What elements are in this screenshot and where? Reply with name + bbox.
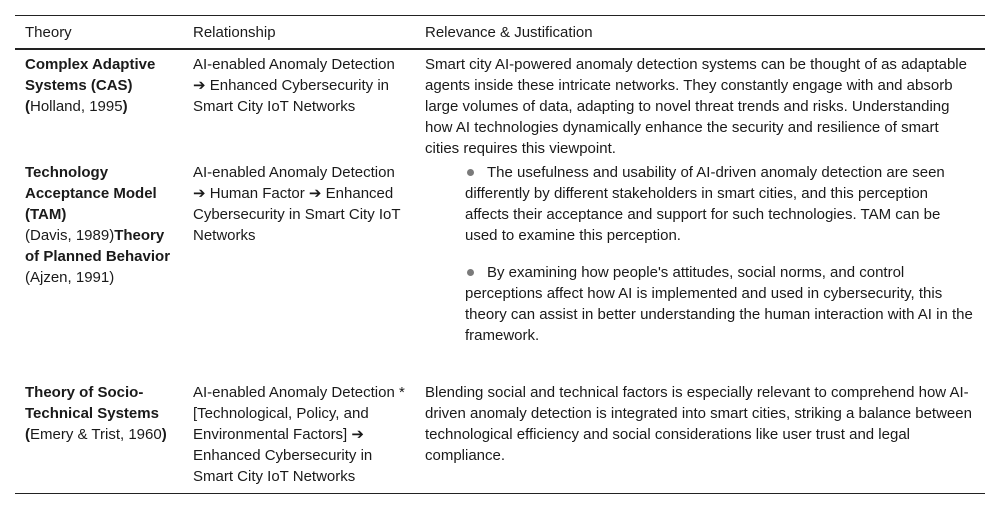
relevance-cell bbox=[415, 159, 985, 379]
theory-name: Complex Adaptive Systems (CAS) bbox=[25, 56, 156, 94]
bullet-icon bbox=[467, 269, 474, 276]
relevance-cell: Smart city AI-powered anomaly detection systems can be thought of as adaptable agents inside these intricate networks. They constantly engage with and absorb large volumes of data, adapting to novel threat trends and risks. Understanding how AI technologies dynamically enhance the security and resilience of smart cities requires this viewpoint. bbox=[425, 56, 967, 157]
theory-cell bbox=[15, 49, 183, 159]
list-item bbox=[425, 162, 975, 246]
theory-cell bbox=[15, 159, 183, 379]
table-row bbox=[15, 49, 985, 159]
table-row bbox=[15, 159, 985, 379]
relationship-cell: AI-enabled Anomaly Detection ➔ Enhanced Cybersecurity in Smart City IoT Networks bbox=[193, 56, 395, 115]
theory-name: Theory of Socio-Technical Systems ( bbox=[25, 384, 159, 443]
header-relevance: Relevance & Justification bbox=[425, 24, 593, 41]
theory-citation: Emery & Trist, 1960 bbox=[30, 426, 162, 443]
header-relationship: Relationship bbox=[193, 24, 276, 41]
bullet-text: The usefulness and usability of AI-driven anomaly detection are seen differently by different stakeholders in smart cities, and this perception affects their acceptance and support for such technologies. TAM can be used to examine this perception. bbox=[465, 164, 945, 244]
bullet-list bbox=[425, 162, 975, 346]
theory-name: Theory of Planned Behavior bbox=[25, 227, 171, 265]
close-paren: ) bbox=[122, 98, 128, 115]
theory-table-container bbox=[15, 15, 985, 494]
table-row bbox=[15, 379, 985, 494]
header-row bbox=[15, 16, 985, 50]
theory-citation: (Ajzen, 1991) bbox=[25, 269, 115, 286]
bullet-text: By examining how people's attitudes, social norms, and control perceptions affect how AI is implemented and used in cybersecurity, this theory can assist in better understanding the human interaction with AI in the framework. bbox=[465, 264, 973, 344]
relevance-cell: Blending social and technical factors is especially relevant to comprehend how AI-driven anomaly detection is integrated into smart cities, striking a balance between technological efficiency and social considerations like user trust and legal compliance. bbox=[425, 384, 972, 464]
header-theory: Theory bbox=[25, 24, 72, 41]
list-item bbox=[425, 262, 975, 346]
close-paren: ) bbox=[161, 426, 167, 443]
theory-name: Technology Acceptance Model (TAM) bbox=[25, 164, 157, 223]
relationship-cell: AI-enabled Anomaly Detection ➔ Human Factor ➔ Enhanced Cybersecurity in Smart City IoT Networks bbox=[193, 164, 401, 244]
theory-table bbox=[15, 15, 985, 494]
bullet-icon bbox=[467, 169, 474, 176]
theory-citation: Holland, 1995 bbox=[30, 98, 123, 115]
theory-cell bbox=[15, 379, 183, 494]
theory-citation: (Davis, 1989) bbox=[25, 227, 115, 244]
relationship-cell: AI-enabled Anomaly Detection * [Technological, Policy, and Environmental Factors] ➔ Enhanced Cybersecurity in Smart City IoT Networks bbox=[193, 384, 405, 485]
open-paren: ( bbox=[25, 98, 30, 115]
